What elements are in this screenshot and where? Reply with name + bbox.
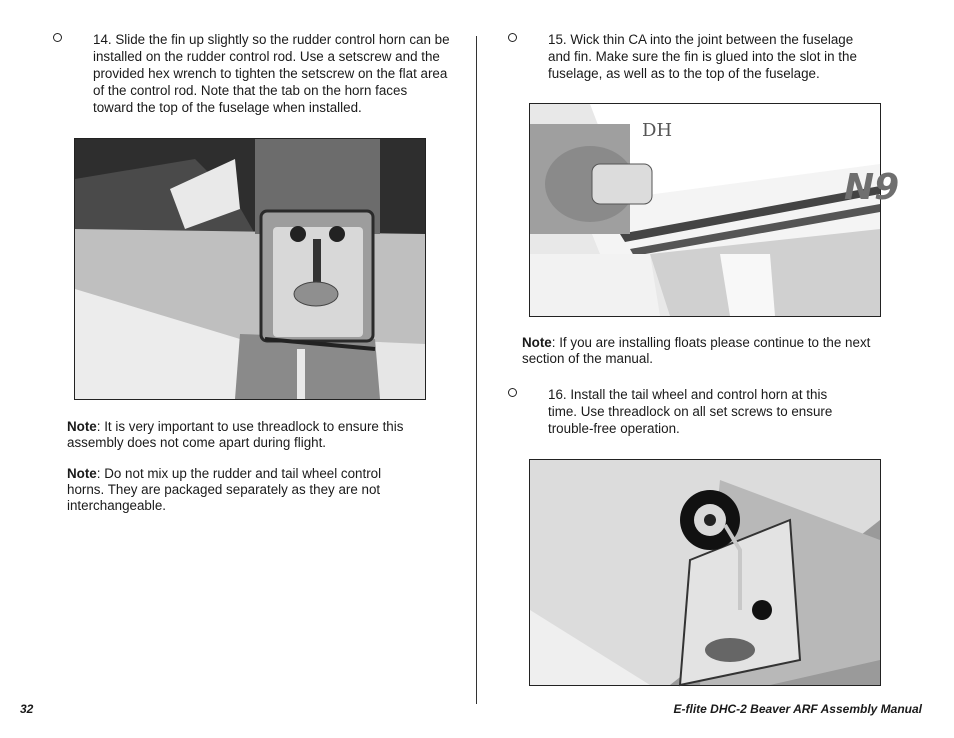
checkbox-circle-icon [508,33,517,42]
note-text: : It is very important to use threadlock to ensure this assembly does not come apart during flight. [67,419,404,450]
note-text: : Do not mix up the rudder and tail wheel control horns. They are packaged separately as they are not interchangeable. [67,466,382,513]
step-14-text: 14. Slide the fin up slightly so the rudder control horn can be installed on the rudder control rod. Use a setscrew and the provided hex wrench to tighten the setscrew on the flat area of the control rod. Note that the tab on the horn faces toward the top of the fuselage when installed. [93,32,450,115]
dh-logo-marking: DH [642,120,673,141]
checkbox-circle-icon [53,33,62,42]
note-label: Note [522,335,552,350]
registration-marking: N9 [844,167,900,208]
note-threadlock [67,419,437,451]
note-floats [522,335,882,367]
checkbox-circle-icon [508,388,517,397]
note-label: Note [67,419,97,434]
photo-tail-wheel [529,459,881,686]
manual-title: E-flite DHC-2 Beaver ARF Assembly Manual [673,702,922,716]
note-text: : If you are installing floats please continue to the next section of the manual. [522,335,871,366]
step-15-text: 15. Wick thin CA into the joint between the fuselage and fin. Make sure the fin is glued into the slot in the fuselage, as well as to the top of the fuselage. [548,32,857,81]
column-divider [476,36,477,704]
note-label: Note [67,466,97,481]
note-control-horns [67,466,412,514]
photo-wick-ca [529,103,900,317]
step-16-text: 16. Install the tail wheel and control horn at this time. Use threadlock on all set screws to ensure trouble-free operation. [548,387,833,436]
page-number: 32 [20,702,34,716]
photo-rudder-control-horn [74,138,426,400]
